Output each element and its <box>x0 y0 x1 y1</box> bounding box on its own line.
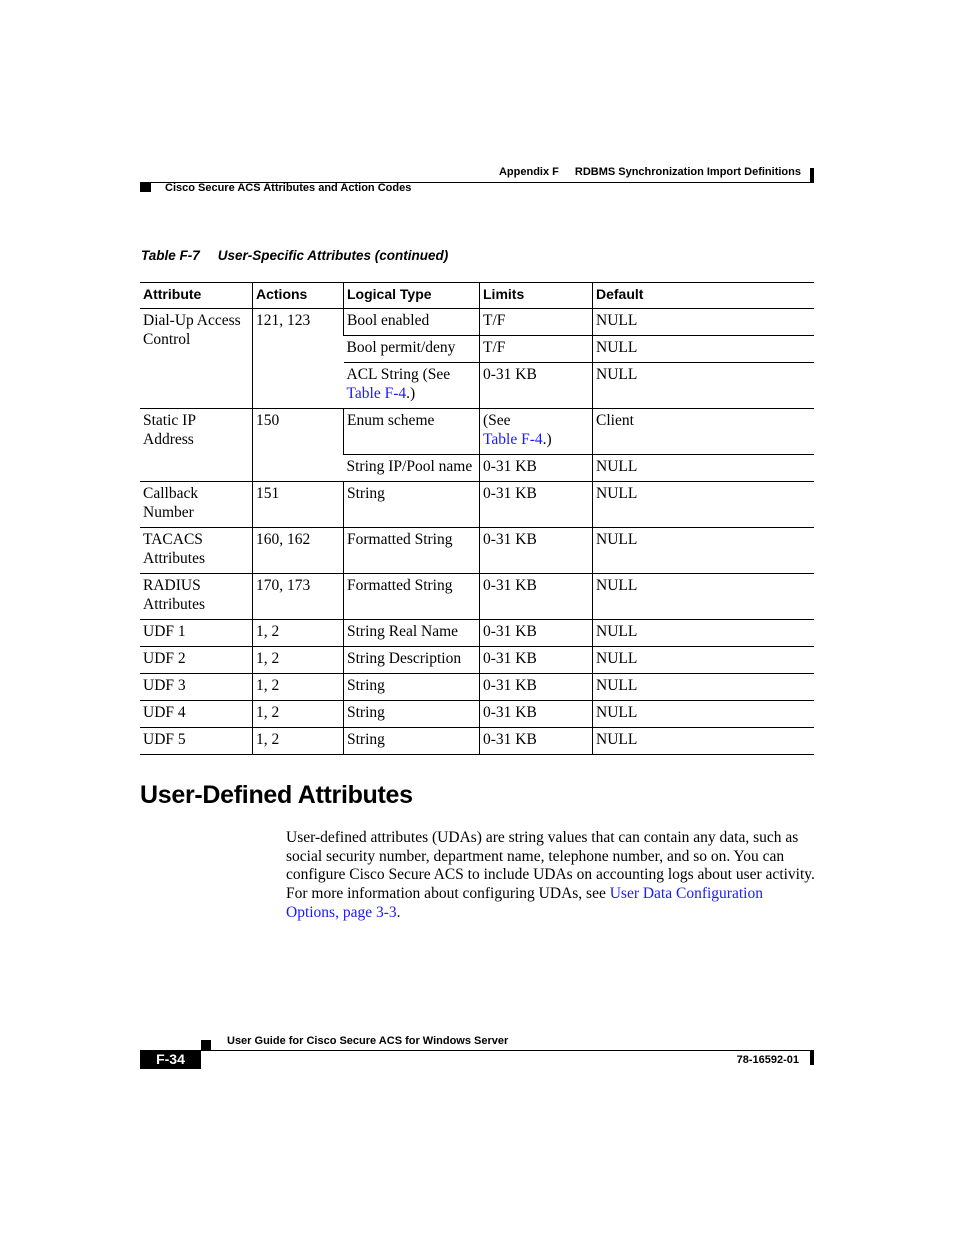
cell-actions: 121, 123 <box>253 309 344 409</box>
cell-limits: T/F <box>480 309 593 336</box>
limits-text: (See <box>483 412 511 429</box>
cell-actions: 150 <box>253 409 344 482</box>
section-paragraph <box>286 829 816 923</box>
cell-default: NULL <box>593 728 815 755</box>
cell-limits: 0-31 KB <box>480 620 593 647</box>
cell-default: NULL <box>593 674 815 701</box>
cell-default: NULL <box>593 309 815 336</box>
table-row <box>140 574 814 620</box>
table-row <box>140 674 814 701</box>
cell-attribute: UDF 3 <box>143 677 186 694</box>
attributes-table <box>140 282 814 755</box>
header-actions: Actions <box>253 283 344 309</box>
guide-title: User Guide for Cisco Secure ACS for Windows Server <box>227 1035 509 1047</box>
cell-attribute: Callback Number <box>143 485 199 521</box>
type-suffix: .) <box>406 385 416 402</box>
footer-rule <box>140 1050 814 1051</box>
table-row <box>140 647 814 674</box>
cell-limits: 0-31 KB <box>480 674 593 701</box>
table-f4-link[interactable]: Table F-4 <box>483 431 543 448</box>
table-row <box>140 482 814 528</box>
type-text: ACL String (See <box>346 366 451 383</box>
cell-default: NULL <box>593 647 815 674</box>
header-default: Default <box>593 283 815 309</box>
section-header: Cisco Secure ACS Attributes and Action Codes <box>165 182 412 194</box>
cell-type <box>344 363 480 409</box>
table-header-row <box>140 283 814 309</box>
cell-attribute: RADIUS Attributes <box>143 577 205 613</box>
cell-limits: 0-31 KB <box>480 701 593 728</box>
footer-marker-bar <box>810 1050 814 1065</box>
cell-actions: 170, 173 <box>253 574 344 620</box>
header-marker-square <box>140 183 151 192</box>
running-header-right <box>499 166 801 178</box>
cell-default: NULL <box>593 363 815 409</box>
cell-type: Bool enabled <box>344 309 480 336</box>
cell-type: Enum scheme <box>344 409 480 455</box>
cell-attribute: TACACS Attributes <box>143 531 205 567</box>
table-title: User-Specific Attributes (continued) <box>217 248 449 263</box>
chapter-title: RDBMS Synchronization Import Definitions <box>574 166 801 178</box>
user-data-config-link[interactable]: User Data Configuration Options, page 3-3 <box>286 885 763 921</box>
table-row <box>140 309 814 336</box>
appendix-label: Appendix F <box>498 166 559 178</box>
cell-limits: 0-31 KB <box>480 647 593 674</box>
cell-type: String <box>344 482 480 528</box>
table-f4-link[interactable]: Table F-4 <box>346 385 407 402</box>
cell-type: String IP/Pool name <box>346 458 473 475</box>
document-number: 78-16592-01 <box>736 1054 799 1066</box>
page-number: F-34 <box>140 1050 201 1069</box>
cell-limits: T/F <box>480 336 593 363</box>
header-marker-bar <box>810 168 814 183</box>
cell-actions: 1, 2 <box>253 728 344 755</box>
paragraph-text: User-defined attributes (UDAs) are string values that can contain any data, such as social security number, department name, telephone number, and so on. You can configure Cisco Secure ACS to include UDAs on accounting logs about user activity. For more information about configuring UDAs, see <box>286 829 815 903</box>
cell-actions: 1, 2 <box>253 701 344 728</box>
cell-type: String <box>344 728 480 755</box>
cell-limits: 0-31 KB <box>480 574 593 620</box>
cell-type: String Description <box>344 647 480 674</box>
cell-default: NULL <box>593 482 815 528</box>
cell-default: NULL <box>593 620 815 647</box>
cell-actions: 1, 2 <box>253 674 344 701</box>
header-attribute: Attribute <box>140 283 253 309</box>
cell-type: Formatted String <box>344 574 480 620</box>
cell-type: String <box>344 701 480 728</box>
cell-limits: 0-31 KB <box>480 482 593 528</box>
paragraph-end: . <box>396 903 401 921</box>
cell-limits: 0-31 KB <box>480 363 593 409</box>
footer-marker-square <box>201 1040 211 1050</box>
header-logical-type: Logical Type <box>344 283 480 309</box>
cell-default: Client <box>593 409 815 455</box>
cell-actions: 1, 2 <box>253 647 344 674</box>
table-caption <box>141 248 448 263</box>
table-row <box>140 620 814 647</box>
table-row <box>140 728 814 755</box>
cell-default: NULL <box>593 574 815 620</box>
cell-default: NULL <box>593 455 815 482</box>
cell-type: Bool permit/deny <box>346 339 456 356</box>
cell-actions: 160, 162 <box>253 528 344 574</box>
cell-default: NULL <box>593 528 815 574</box>
table-row <box>140 528 814 574</box>
cell-type: Formatted String <box>344 528 480 574</box>
cell-type: String Real Name <box>344 620 480 647</box>
cell-default: NULL <box>593 336 815 363</box>
cell-default: NULL <box>593 701 815 728</box>
cell-limits <box>480 409 593 455</box>
cell-attribute: UDF 1 <box>143 623 186 640</box>
cell-type: String <box>344 674 480 701</box>
limits-suffix: .) <box>542 431 552 448</box>
cell-attribute: UDF 4 <box>143 704 186 721</box>
header-limits: Limits <box>480 283 593 309</box>
cell-attribute: UDF 5 <box>143 731 186 748</box>
cell-attribute: Dial-Up Access Control <box>143 312 241 348</box>
cell-attribute: UDF 2 <box>143 650 186 667</box>
cell-attribute: Static IP Address <box>143 412 196 448</box>
table-number: Table F-7 <box>141 248 200 263</box>
cell-limits: 0-31 KB <box>480 455 593 482</box>
cell-actions: 151 <box>253 482 344 528</box>
cell-actions: 1, 2 <box>253 620 344 647</box>
table-row <box>140 409 814 455</box>
cell-limits: 0-31 KB <box>480 528 593 574</box>
section-title: User-Defined Attributes <box>140 781 413 809</box>
table-row <box>140 701 814 728</box>
cell-limits: 0-31 KB <box>480 728 593 755</box>
